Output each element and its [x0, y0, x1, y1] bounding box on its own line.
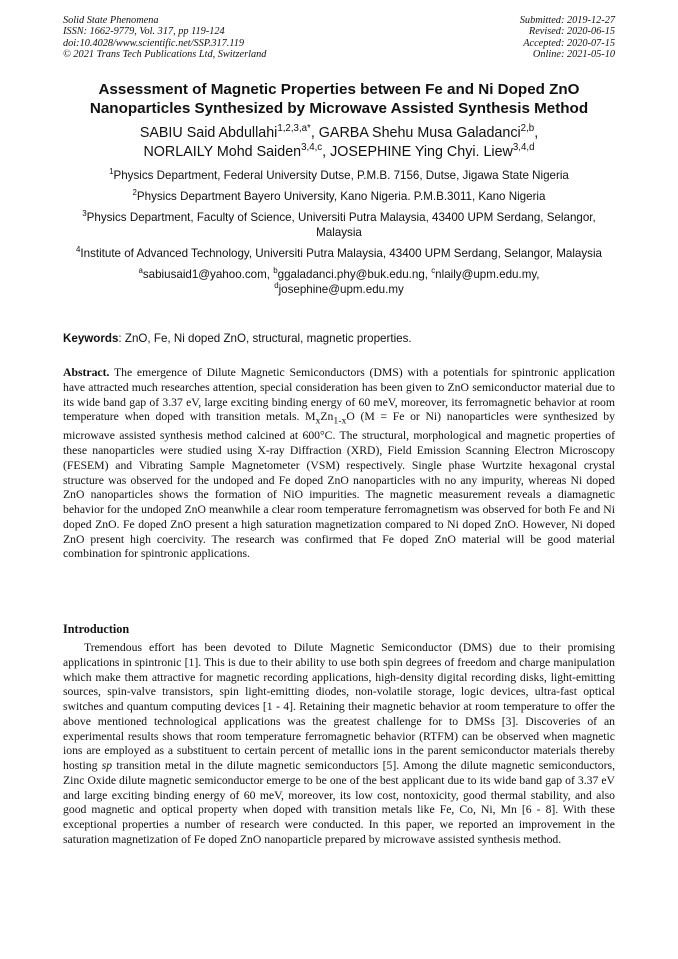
- email-link[interactable]: sabiusaid1@yahoo.com: [142, 267, 267, 281]
- abstract-text: Zn: [320, 410, 334, 424]
- intro-italic: sp: [101, 759, 113, 772]
- keywords: Keywords: ZnO, Fe, Ni doped ZnO, structural, magnetic properties.: [63, 332, 412, 345]
- author-affil-sup: 3,4,c: [301, 142, 323, 154]
- affiliation-sup: 4: [76, 244, 81, 254]
- abstract-subscript: 1-x: [333, 415, 347, 427]
- author-name: GARBA Shehu Musa Galadanci: [318, 125, 521, 141]
- author-affil-sup: 2,b: [520, 123, 535, 135]
- keywords-label: Keywords: [63, 332, 119, 345]
- abstract-text: The emergence of Dilute Magnetic Semiconductors (DMS) with a potentials for spintronic application have attracted much researches attention, special consideration has been given to ZnO semiconductor material due to its wide band gap of 3.37 eV, large exciting binding energy of 60 meV, moreover, its ferromagnetic behavior at room temperature when doped with transition metals. M: [63, 366, 615, 424]
- author-affil-sup: 3,4,d: [512, 142, 535, 154]
- accepted-date: Accepted: 2020-07-15: [523, 37, 615, 49]
- copyright: © 2021 Trans Tech Publications Ltd, Switzerland: [63, 49, 267, 61]
- email-sup: a: [138, 265, 143, 275]
- affiliation-sup: 1: [109, 167, 114, 177]
- email-list: $^a$sabiusaid1@yahoo.com, $^b$ggaladanci.phy@buk.edu.ng, $^c$nlaily@upm.edu.my, $^d$josephine@upm.edu.my: [138, 265, 540, 296]
- abstract: [63, 366, 615, 562]
- email-sup: c: [431, 265, 436, 275]
- keywords-text: ZnO, Fe, Ni doped ZnO, structural, magnetic properties.: [124, 332, 412, 345]
- affiliation-sup: 3: [82, 208, 87, 218]
- paper-title: Assessment of Magnetic Properties between Fe and Ni Doped ZnO Nanoparticles Synthesized by Microwave Assisted Synthesis Method: [89, 81, 589, 117]
- intro-heading: Introduction: [63, 622, 130, 636]
- abstract-label: Abstract.: [63, 366, 110, 379]
- email-link[interactable]: josephine@upm.edu.my: [278, 283, 404, 296]
- intro-text: transition metal in the dilute magnetic semiconductors [5]. Among the dilute magnetic semiconductors, Zinc Oxide dilute magnetic semiconductor emerge to be one of the best applicant due to its wide band gap of 3.37 eV and large exciting binding energy of 60 meV, moreover, its low cost, nontoxicity, good thermal stability, and also good magnetic and optical property when doped with transition metals like Fe, Co, Ni, Mn [6 - 8]. With these exceptional properties a number of research were conducted. In this paper, we reported an improvement in the saturation magnetization of Fe doped ZnO nanoparticle prepared by microwave assisted synthesis method.: [63, 759, 615, 846]
- intro-text: Tremendous effort has been devoted to Dilute Magnetic Semiconductor (DMS) due to their promising applications in spintronic [1]. This is due to their ability to use both spin degrees of freedom and charge manipulation which make them attractive for magnetic recording applications, high-density digital recording disks, light-emitting sources, spin-valve transistors, spin light-emitting diodes, non-volatile storage, logic devices, ultra-fast optical switches and quantum computing devices [1 - 4]. Retaining their magnetic behavior at room temperature to offer the above mentioned technological applications was the greatest challenge for to DMSs [3]. Discoveries of an experimental results shows that room temperature ferromagnetic behavior (RTFM) can be observed when magnetic ions are employed as a substituent to certain percent of metallic ions in the parent semiconductor materials thereby hosting: [63, 641, 615, 772]
- email-sup: b: [273, 265, 278, 275]
- email-link[interactable]: nlaily@upm.edu.my: [435, 267, 537, 281]
- author-list: SABIU Said Abdullahi$^{1,2,3,a*}$, GARBA Shehu Musa Galadanci$^{2,b}$, NORLAILY Mohd Saiden$^{3,4,c}$, JOSEPHINE Ying Chyi. Liew$^{3,4,d}$: [139, 123, 539, 160]
- affiliation-text: Physics Department Bayero University, Kano Nigeria. P.M.B.3011, Kano Nigeria: [136, 189, 546, 203]
- revised-date: Revised: 2020-06-15: [528, 26, 615, 38]
- email-link[interactable]: ggaladanci.phy@buk.edu.ng: [277, 267, 425, 281]
- dates-info: [520, 15, 615, 61]
- online-date: Online: 2021-05-10: [532, 49, 615, 61]
- abstract-text: O (M = Fe or Ni) nanoparticles were synthesized by microwave assisted synthesis method calcined at 600°C. The structural, morphological and magnetic properties of these nanoparticles were studied using X-ray Diffraction (XRD), Field Emission Scanning Electron Microscopy (FESEM) and Vibrating Sample Magnetometer (VSM) respectively. Single phase Wurtzite hexagonal crystal structure was observed for the undoped and Fe doped ZnO nanoparticles with no any impurity, whereas Ni doped ZnO nanoparticles shows the formation of NiO impurities. The magnetic measurement reveals a diamagnetic behavior for the undoped ZnO meanwhile a clear room temperature ferromagnetism was observed for both Fe and Ni doped ZnO. Fe doped ZnO present a high saturation magnetization compared to Ni doped ZnO. However, Ni doped ZnO present high coercivity. The research was confirmed that Fe doped ZnO material will be good material combination for spintronic applications.: [63, 410, 615, 561]
- email-sup: d: [274, 281, 279, 291]
- journal-info: [63, 15, 266, 61]
- doi: doi:10.4028/www.scientific.net/SSP.317.119: [63, 37, 245, 49]
- affiliation-text: Physics Department, Federal University Dutse, P.M.B. 7156, Dutse, Jigawa State Nigeria: [113, 169, 569, 182]
- affiliation-text: Institute of Advanced Technology, Universiti Putra Malaysia, 43400 UPM Serdang, Selangor, Malaysia: [80, 246, 602, 260]
- intro-paragraph: [63, 641, 615, 848]
- affiliation: [63, 189, 615, 204]
- author-name: NORLAILY Mohd Saiden: [143, 144, 302, 160]
- submitted-date: Submitted: 2019-12-27: [519, 15, 615, 26]
- journal-name: Solid State Phenomena: [63, 15, 159, 26]
- affiliations: [63, 168, 615, 303]
- affiliation-sup: 2: [132, 187, 137, 197]
- affiliation-text: Physics Department, Faculty of Science, Universiti Putra Malaysia, 43400 UPM Serdang, Selangor, Malaysia: [86, 210, 596, 239]
- affiliation: [63, 210, 615, 241]
- author-name: SABIU Said Abdullahi: [139, 125, 278, 141]
- affiliation: [63, 246, 615, 261]
- abstract-subscript: x: [315, 415, 321, 427]
- issn: ISSN: 1662-9779, Vol. 317, pp 119-124: [63, 26, 225, 38]
- author-affil-sup: 1,2,3,a*: [277, 123, 311, 135]
- affiliation: [63, 168, 615, 183]
- author-name: JOSEPHINE Ying Chyi. Liew: [330, 144, 513, 160]
